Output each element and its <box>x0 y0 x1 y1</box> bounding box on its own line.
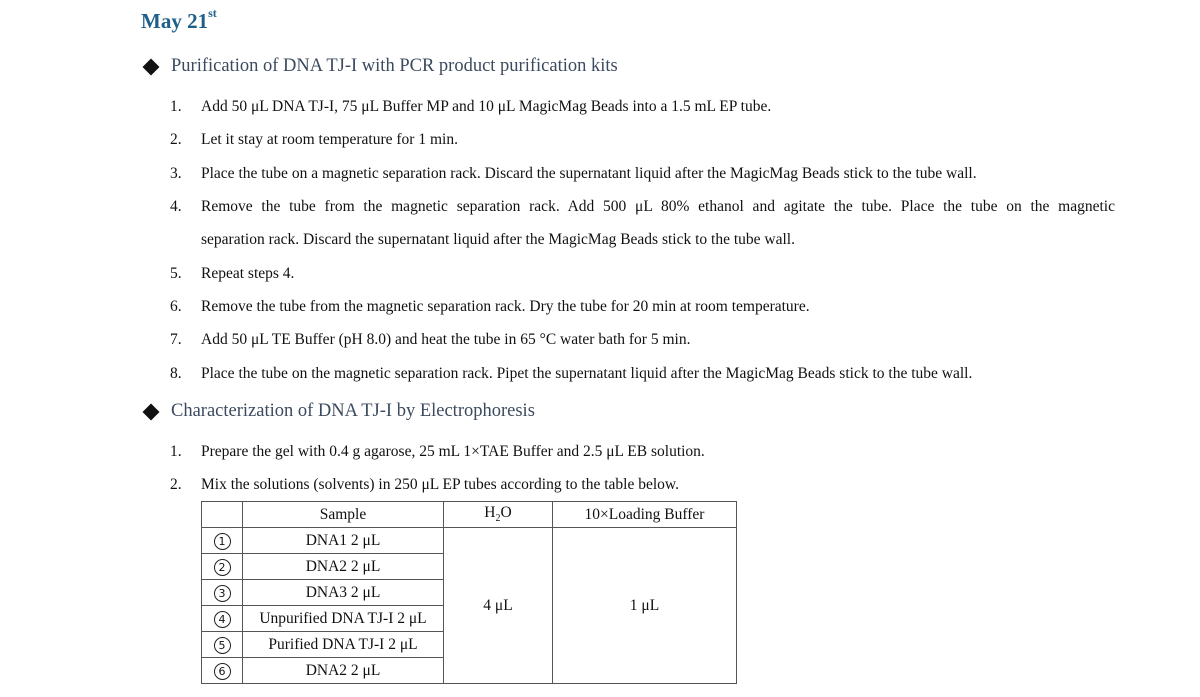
list-item <box>170 290 810 323</box>
step-number: 7. <box>170 331 182 348</box>
table-header-index <box>202 502 243 528</box>
list-item <box>170 157 977 190</box>
circled-number: 1 <box>214 533 231 550</box>
table-header-row <box>202 502 737 528</box>
list-item <box>170 323 690 356</box>
step-number: 1. <box>170 98 182 115</box>
h2o-volume-cell: 4 μL <box>444 528 553 684</box>
section-heading-electrophoresis <box>141 401 535 422</box>
section-title: Characterization of DNA TJ-I by Electrophoresis <box>171 401 535 421</box>
sample-cell: DNA1 2 μL <box>243 528 444 554</box>
step-number: 2. <box>170 476 182 493</box>
sample-cell: DNA2 2 μL <box>243 658 444 684</box>
step-text-continuation: separation rack. Discard the supernatant liquid after the MagicMag Beads stick to the tube wall. <box>201 231 795 248</box>
step-text: Add 50 μL TE Buffer (pH 8.0) and heat the tube in 65 °C water bath for 5 min. <box>201 331 691 348</box>
circled-number: 4 <box>214 611 231 628</box>
step-text: Add 50 μL DNA TJ-I, 75 μL Buffer MP and 10 μL MagicMag Beads into a 1.5 mL EP tube. <box>201 98 772 115</box>
diamond-bullet-icon <box>143 58 160 75</box>
step-number: 3. <box>170 165 182 182</box>
section-title: Purification of DNA TJ-I with PCR product purification kits <box>171 56 618 76</box>
list-item <box>170 468 679 501</box>
step-text: Remove the tube from the magnetic separation rack. Add 500 μL 80% ethanol and agitate the tube. Place the tube on the magnetic <box>201 198 1115 215</box>
step-text: Mix the solutions (solvents) in 250 μL EP tubes according to the table below. <box>201 476 679 493</box>
sample-cell: Purified DNA TJ-I 2 μL <box>243 632 444 658</box>
step-number: 1. <box>170 443 182 460</box>
sample-cell: Unpurified DNA TJ-I 2 μL <box>243 606 444 632</box>
list-item <box>170 123 458 156</box>
section-heading-purification <box>141 56 618 77</box>
circled-number: 2 <box>214 559 231 576</box>
list-item <box>170 90 771 123</box>
step-number: 5. <box>170 265 182 282</box>
step-number: 4. <box>170 198 182 215</box>
circled-number: 3 <box>214 585 231 602</box>
step-number: 8. <box>170 365 182 382</box>
step-number: 6. <box>170 298 182 315</box>
page-date: May 21st <box>141 6 217 33</box>
list-item-continuation <box>170 223 795 256</box>
diamond-bullet-icon <box>143 403 160 420</box>
table-header-loading-buffer: 10×Loading Buffer <box>553 502 737 528</box>
list-item <box>170 257 294 290</box>
list-item <box>170 190 1115 223</box>
table-header-sample: Sample <box>243 502 444 528</box>
mixing-table <box>201 501 737 684</box>
list-item <box>170 435 705 468</box>
sample-cell: DNA2 2 μL <box>243 554 444 580</box>
table-header-h2o: $H_2O$ <box>444 502 553 528</box>
step-text: Place the tube on a magnetic separation rack. Discard the supernatant liquid after the MagicMag Beads stick to the tube wall. <box>201 165 977 182</box>
step-text: Remove the tube from the magnetic separation rack. Dry the tube for 20 min at room temperature. <box>201 298 810 315</box>
circled-number: 5 <box>214 637 231 654</box>
step-number: 2. <box>170 131 182 148</box>
circled-number: 6 <box>214 663 231 680</box>
loading-buffer-volume-cell: 1 μL <box>553 528 737 684</box>
step-text: Prepare the gel with 0.4 g agarose, 25 mL 1×TAE Buffer and 2.5 μL EB solution. <box>201 443 705 460</box>
sample-cell: DNA3 2 μL <box>243 580 444 606</box>
step-text: Place the tube on the magnetic separation rack. Pipet the supernatant liquid after the MagicMag Beads stick to the tube wall. <box>201 365 973 382</box>
table-row <box>202 528 737 554</box>
list-item <box>170 357 972 390</box>
step-text: Let it stay at room temperature for 1 min. <box>201 131 458 148</box>
step-text: Repeat steps 4. <box>201 265 295 282</box>
